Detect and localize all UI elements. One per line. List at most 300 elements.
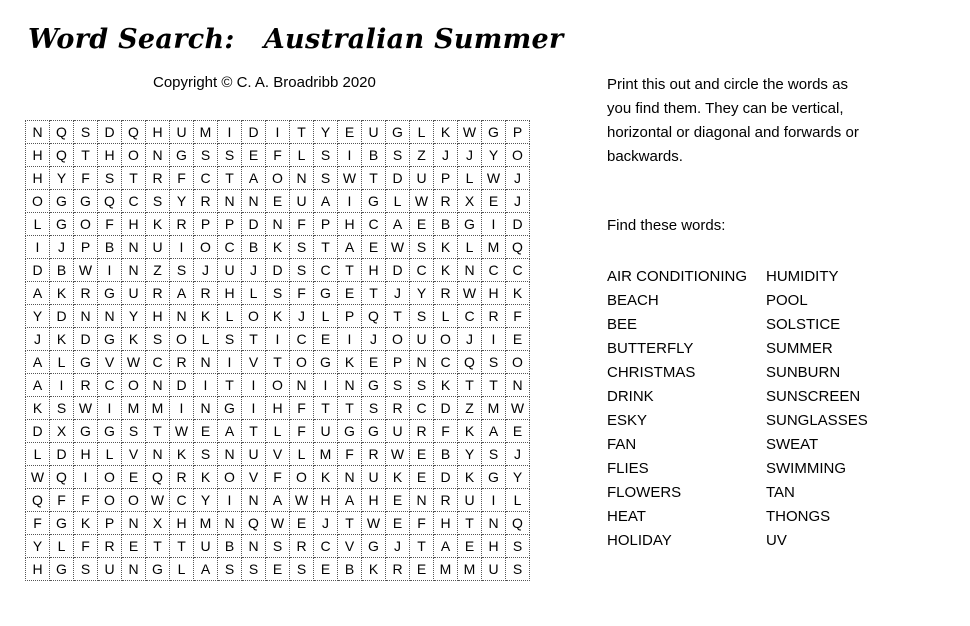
grid-cell: S (482, 351, 506, 374)
grid-cell: S (242, 558, 266, 581)
grid-cell: I (98, 397, 122, 420)
grid-cell: J (386, 282, 410, 305)
grid-cell: G (362, 535, 386, 558)
grid-cell: S (410, 236, 434, 259)
grid-cell: V (266, 443, 290, 466)
grid-cell: Q (362, 305, 386, 328)
grid-cell: G (74, 351, 98, 374)
grid-cell: B (434, 213, 458, 236)
grid-cell: I (218, 121, 242, 144)
word-list-column-1 (607, 265, 747, 553)
grid-cell: T (362, 282, 386, 305)
word-list-item: FLOWERS (607, 484, 682, 501)
grid-cell: O (122, 374, 146, 397)
grid-cell: S (50, 397, 74, 420)
grid-cell: Y (314, 121, 338, 144)
grid-cell: E (194, 420, 218, 443)
grid-cell: C (290, 328, 314, 351)
grid-cell: F (434, 420, 458, 443)
grid-cell: L (506, 489, 530, 512)
grid-cell: G (482, 466, 506, 489)
grid-cell: E (362, 351, 386, 374)
grid-cell: B (50, 259, 74, 282)
word-list-item: SWEAT (766, 436, 819, 453)
grid-cell: N (506, 374, 530, 397)
grid-cell: F (50, 489, 74, 512)
grid-cell: H (146, 121, 170, 144)
grid-cell: K (50, 282, 74, 305)
grid-cell: L (290, 443, 314, 466)
word-list-item: UV (766, 532, 787, 549)
grid-cell: W (506, 397, 530, 420)
grid-cell: Y (50, 167, 74, 190)
grid-cell: C (122, 190, 146, 213)
grid-cell: N (146, 144, 170, 167)
grid-cell: N (410, 489, 434, 512)
grid-cell: E (386, 489, 410, 512)
grid-cell: S (122, 420, 146, 443)
grid-cell: A (170, 282, 194, 305)
grid-cell: W (266, 512, 290, 535)
grid-cell: S (146, 328, 170, 351)
grid-row (26, 213, 530, 236)
grid-cell: C (218, 236, 242, 259)
grid-cell: S (386, 144, 410, 167)
grid-cell: F (170, 167, 194, 190)
grid-cell: W (122, 351, 146, 374)
grid-cell: U (290, 190, 314, 213)
grid-cell: K (338, 351, 362, 374)
grid-cell: R (98, 535, 122, 558)
grid-cell: E (410, 443, 434, 466)
grid-cell: S (290, 236, 314, 259)
grid-cell: J (290, 305, 314, 328)
grid-cell: B (434, 443, 458, 466)
word-list-item: FAN (607, 436, 637, 453)
grid-cell: O (434, 328, 458, 351)
grid-cell: L (410, 121, 434, 144)
grid-cell: T (74, 144, 98, 167)
grid-cell: V (122, 443, 146, 466)
grid-row (26, 351, 530, 374)
grid-cell: T (122, 167, 146, 190)
grid-cell: R (170, 351, 194, 374)
grid-cell: I (194, 374, 218, 397)
grid-cell: N (290, 167, 314, 190)
grid-cell: F (410, 512, 434, 535)
grid-cell: H (362, 259, 386, 282)
word-list-item: DRINK (607, 388, 654, 405)
grid-cell: C (170, 489, 194, 512)
grid-cell: N (194, 397, 218, 420)
grid-cell: T (410, 535, 434, 558)
grid-cell: E (266, 558, 290, 581)
grid-cell: T (242, 420, 266, 443)
grid-cell: P (74, 236, 98, 259)
copyright-notice: Copyright © C. A. Broadribb 2020 (153, 74, 376, 91)
grid-cell: W (74, 397, 98, 420)
grid-cell: N (338, 374, 362, 397)
grid-cell: V (242, 351, 266, 374)
word-list-item: THONGS (766, 508, 831, 525)
grid-cell: D (506, 213, 530, 236)
grid-cell: S (314, 167, 338, 190)
grid-cell: K (434, 259, 458, 282)
grid-cell: D (386, 259, 410, 282)
grid-cell: W (458, 121, 482, 144)
grid-cell: E (362, 236, 386, 259)
grid-cell: L (218, 305, 242, 328)
grid-cell: I (242, 397, 266, 420)
grid-cell: W (458, 282, 482, 305)
grid-cell: U (98, 558, 122, 581)
grid-cell: K (74, 512, 98, 535)
grid-cell: X (146, 512, 170, 535)
grid-cell: J (362, 328, 386, 351)
grid-cell: O (122, 144, 146, 167)
grid-cell: B (98, 236, 122, 259)
grid-cell: H (146, 305, 170, 328)
grid-cell: U (146, 236, 170, 259)
grid-cell: E (266, 190, 290, 213)
grid-cell: A (266, 489, 290, 512)
grid-cell: O (26, 190, 50, 213)
grid-cell: H (170, 512, 194, 535)
grid-cell: X (50, 420, 74, 443)
grid-cell: A (194, 558, 218, 581)
word-search-grid (25, 120, 530, 581)
grid-cell: C (98, 374, 122, 397)
grid-cell: I (314, 374, 338, 397)
grid-cell: G (50, 512, 74, 535)
grid-row (26, 121, 530, 144)
grid-cell: O (170, 328, 194, 351)
grid-cell: O (194, 236, 218, 259)
word-list-item: BUTTERFLY (607, 340, 694, 357)
grid-cell: A (242, 167, 266, 190)
instructions-text: Print this out and circle the words as you find them. They can be vertical, horizontal or diagonal and forwards or backwards. (607, 76, 859, 165)
grid-cell: G (74, 420, 98, 443)
grid-row (26, 282, 530, 305)
grid-cell: U (122, 282, 146, 305)
grid-cell: P (314, 213, 338, 236)
grid-cell: N (146, 443, 170, 466)
grid-cell: R (74, 282, 98, 305)
grid-cell: J (242, 259, 266, 282)
grid-cell: O (266, 374, 290, 397)
grid-cell: A (314, 190, 338, 213)
grid-cell: C (434, 351, 458, 374)
grid-cell: R (146, 167, 170, 190)
grid-cell: Q (458, 351, 482, 374)
grid-cell: F (506, 305, 530, 328)
grid-cell: O (74, 213, 98, 236)
grid-cell: E (242, 144, 266, 167)
grid-cell: T (458, 374, 482, 397)
grid-cell: B (242, 236, 266, 259)
grid-cell: G (50, 558, 74, 581)
grid-cell: L (458, 167, 482, 190)
grid-cell: T (146, 535, 170, 558)
grid-cell: R (362, 443, 386, 466)
grid-cell: T (386, 305, 410, 328)
grid-cell: J (194, 259, 218, 282)
grid-row (26, 374, 530, 397)
grid-cell: F (290, 282, 314, 305)
grid-cell: P (506, 121, 530, 144)
grid-cell: E (410, 213, 434, 236)
grid-cell: G (314, 351, 338, 374)
grid-cell: Y (26, 305, 50, 328)
grid-cell: C (410, 397, 434, 420)
grid-cell: B (218, 535, 242, 558)
grid-row (26, 144, 530, 167)
grid-cell: L (458, 236, 482, 259)
grid-cell: F (98, 213, 122, 236)
grid-cell: T (338, 259, 362, 282)
grid-cell: F (290, 397, 314, 420)
grid-row (26, 489, 530, 512)
grid-cell: U (410, 167, 434, 190)
grid-cell: I (266, 328, 290, 351)
word-list-item: HOLIDAY (607, 532, 672, 549)
grid-cell: S (290, 259, 314, 282)
grid-cell: Q (122, 121, 146, 144)
grid-cell: N (122, 259, 146, 282)
grid-cell: T (314, 236, 338, 259)
grid-cell: A (218, 420, 242, 443)
word-list-item: CHRISTMAS (607, 364, 696, 381)
grid-cell: S (506, 558, 530, 581)
grid-cell: S (218, 144, 242, 167)
grid-cell: R (170, 213, 194, 236)
grid-cell: E (410, 466, 434, 489)
grid-cell: F (290, 213, 314, 236)
grid-row (26, 236, 530, 259)
grid-cell: Q (242, 512, 266, 535)
grid-cell: U (482, 558, 506, 581)
grid-cell: N (74, 305, 98, 328)
grid-cell: K (194, 305, 218, 328)
grid-cell: Y (170, 190, 194, 213)
word-list-item: ESKY (607, 412, 648, 429)
grid-cell: A (386, 213, 410, 236)
grid-cell: F (74, 489, 98, 512)
grid-cell: W (338, 167, 362, 190)
grid-cell: O (242, 305, 266, 328)
grid-cell: E (122, 466, 146, 489)
grid-cell: J (458, 144, 482, 167)
grid-cell: M (146, 397, 170, 420)
grid-cell: Y (482, 144, 506, 167)
grid-cell: C (410, 259, 434, 282)
grid-cell: R (386, 397, 410, 420)
grid-row (26, 328, 530, 351)
grid-cell: T (482, 374, 506, 397)
grid-cell: J (506, 190, 530, 213)
grid-cell: T (338, 512, 362, 535)
grid-cell: E (338, 282, 362, 305)
grid-cell: P (98, 512, 122, 535)
grid-row (26, 305, 530, 328)
grid-cell: Q (50, 144, 74, 167)
grid-cell: K (146, 213, 170, 236)
grid-cell: I (338, 328, 362, 351)
grid-cell: L (386, 190, 410, 213)
grid-cell: K (122, 328, 146, 351)
grid-cell: Z (410, 144, 434, 167)
word-list-item: FLIES (607, 460, 649, 477)
grid-cell: K (266, 236, 290, 259)
grid-cell: L (314, 305, 338, 328)
grid-cell: R (410, 420, 434, 443)
grid-cell: N (410, 351, 434, 374)
grid-row (26, 535, 530, 558)
grid-cell: O (506, 144, 530, 167)
grid-cell: C (458, 305, 482, 328)
grid-cell: K (362, 558, 386, 581)
grid-cell: E (506, 420, 530, 443)
grid-cell: K (266, 305, 290, 328)
grid-cell: Q (98, 190, 122, 213)
grid-cell: Q (50, 466, 74, 489)
grid-cell: I (482, 328, 506, 351)
grid-cell: M (458, 558, 482, 581)
grid-cell: G (98, 420, 122, 443)
grid-cell: I (266, 121, 290, 144)
grid-cell: E (122, 535, 146, 558)
grid-cell: N (290, 374, 314, 397)
grid-cell: D (170, 374, 194, 397)
grid-cell: F (266, 144, 290, 167)
grid-cell: A (338, 236, 362, 259)
grid-cell: U (314, 420, 338, 443)
grid-cell: F (26, 512, 50, 535)
word-list-item: SWIMMING (766, 460, 846, 477)
grid-cell: I (170, 397, 194, 420)
word-list-item: POOL (766, 292, 808, 309)
grid-cell: L (170, 558, 194, 581)
grid-cell: P (194, 213, 218, 236)
grid-cell: N (122, 512, 146, 535)
grid-cell: R (194, 282, 218, 305)
grid-row (26, 420, 530, 443)
grid-cell: V (98, 351, 122, 374)
grid-cell: T (218, 374, 242, 397)
grid-cell: G (170, 144, 194, 167)
grid-cell: D (50, 443, 74, 466)
grid-cell: D (50, 305, 74, 328)
word-list-item: AIR CONDITIONING (607, 268, 748, 285)
grid-cell: O (98, 489, 122, 512)
grid-row (26, 167, 530, 190)
grid-cell: T (170, 535, 194, 558)
grid-cell: H (362, 489, 386, 512)
grid-cell: C (506, 259, 530, 282)
grid-cell: Z (458, 397, 482, 420)
grid-cell: S (506, 535, 530, 558)
grid-cell: N (242, 489, 266, 512)
grid-cell: T (314, 397, 338, 420)
grid-cell: A (434, 535, 458, 558)
grid-cell: A (26, 374, 50, 397)
grid-cell: G (482, 121, 506, 144)
grid-cell: T (458, 512, 482, 535)
grid-cell: N (338, 466, 362, 489)
grid-cell: I (74, 466, 98, 489)
grid-cell: S (482, 443, 506, 466)
grid-cell: B (362, 144, 386, 167)
grid-cell: G (218, 397, 242, 420)
grid-row (26, 443, 530, 466)
grid-cell: S (290, 558, 314, 581)
grid-cell: C (314, 259, 338, 282)
grid-cell: R (74, 374, 98, 397)
grid-cell: S (74, 558, 98, 581)
grid-cell: J (26, 328, 50, 351)
grid-cell: J (506, 443, 530, 466)
grid-cell: E (314, 558, 338, 581)
grid-cell: A (26, 282, 50, 305)
grid-cell: Y (122, 305, 146, 328)
grid-cell: P (386, 351, 410, 374)
grid-cell: Q (506, 236, 530, 259)
grid-cell: S (194, 443, 218, 466)
grid-cell: J (386, 535, 410, 558)
grid-cell: I (242, 374, 266, 397)
grid-cell: E (290, 512, 314, 535)
grid-cell: K (194, 466, 218, 489)
grid-cell: N (98, 305, 122, 328)
grid-cell: G (98, 328, 122, 351)
grid-cell: H (482, 282, 506, 305)
grid-cell: G (98, 282, 122, 305)
grid-cell: B (338, 558, 362, 581)
grid-cell: K (386, 466, 410, 489)
grid-row (26, 466, 530, 489)
grid-cell: S (386, 374, 410, 397)
grid-cell: L (50, 535, 74, 558)
grid-cell: M (482, 236, 506, 259)
find-words-heading: Find these words: (607, 217, 726, 234)
grid-cell: W (482, 167, 506, 190)
grid-cell: T (218, 167, 242, 190)
grid-cell: J (50, 236, 74, 259)
grid-cell: N (122, 558, 146, 581)
word-list-item: TAN (766, 484, 795, 501)
word-list-item: SUMMER (766, 340, 833, 357)
grid-cell: N (122, 236, 146, 259)
grid-cell: J (314, 512, 338, 535)
grid-cell: C (362, 213, 386, 236)
grid-cell: Q (26, 489, 50, 512)
grid-cell: H (26, 167, 50, 190)
grid-cell: T (338, 397, 362, 420)
grid-cell: N (146, 374, 170, 397)
word-list-item: SOLSTICE (766, 316, 841, 333)
grid-cell: K (458, 420, 482, 443)
grid-cell: N (26, 121, 50, 144)
grid-cell: S (266, 535, 290, 558)
grid-cell: N (170, 305, 194, 328)
grid-cell: G (362, 190, 386, 213)
grid-cell: U (362, 466, 386, 489)
grid-cell: C (146, 351, 170, 374)
grid-cell: S (218, 558, 242, 581)
grid-cell: I (482, 213, 506, 236)
grid-cell: L (50, 351, 74, 374)
grid-cell: H (26, 144, 50, 167)
